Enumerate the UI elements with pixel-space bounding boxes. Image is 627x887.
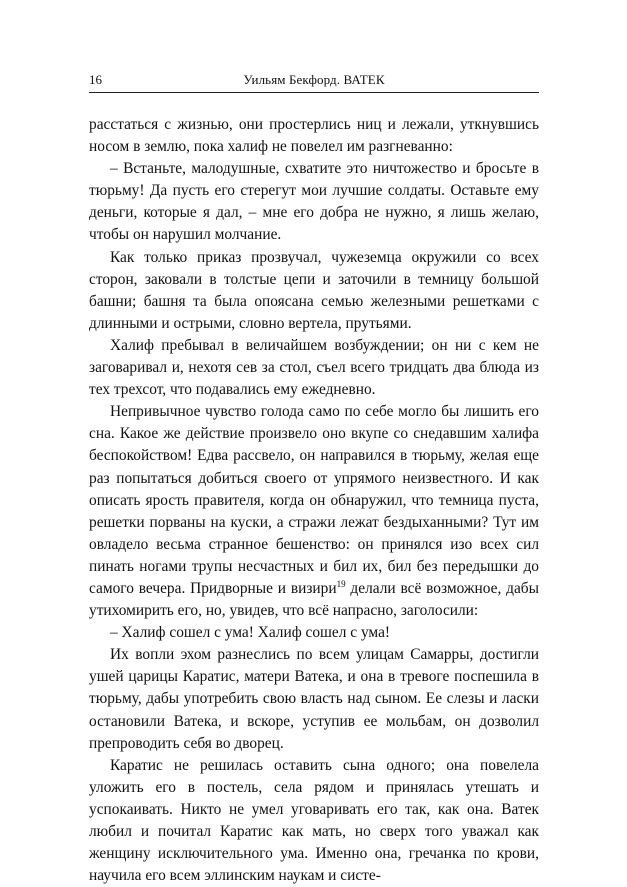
footnote-ref: 19	[336, 578, 346, 589]
page-number: 16	[89, 72, 102, 87]
paragraph-text: Непривычное чувство голода само по себе могло бы лишить его сна. Какое же действие произвело оно вкупе со снедавшим халифа беспокойством! Едва рассвело, он направился в тюрьму, желая еще раз попытаться добиться своего от упрямого неизвестного. И как описать ярость правителя, когда он обнаружил, что темница пуста, решетки порваны на куски, а стражи лежат бездыханными? Тут им овладело весьма странное бешенство: он принялся изо всех сил пинать ногами трупы несчастных и бил их, бил без передышки до самого вечера. Придворные и визири	[89, 403, 539, 597]
paragraph-with-footnote	[89, 401, 539, 622]
paragraph: Халиф пребывал в величайшем возбуждении; он ни с кем не заговаривал и, нехотя сев за стол, съел всего тридцать два блюда из тех трехсот, что подавались ему ежедневно.	[89, 336, 539, 399]
paragraph: Их вопли эхом разнеслись по всем улицам Самарры, достигли ушей царицы Каратис, матери Ватека, и она в тревоге поспешила в тюрьму, дабы употребить свою власть над сыном. Ее слезы и ласки остановили Ватека, и вскоре, уступив ее мольбам, он дозволил препроводить себя во дворец.	[89, 646, 539, 752]
paragraph: Каратис не решилась оставить сына одного; она повелела уложить его в постель, села рядом и принялась утешать и успокаивать. Никто не умел уговаривать его так, как она. Ватек любил и почитал Каратис как мать, но сверх того уважал как женщину исключительного ума. Именно она, гречанка по крови, научила его всем эллинским наукам и систе-	[89, 756, 539, 885]
paragraph: расстаться с жизнью, они простерлись ниц и лежали, уткнувшись носом в землю, пока халиф не повелел им разгневанно:	[89, 116, 539, 156]
paragraph: – Встаньте, малодушные, схватите это ничтожество и бросьте в тюрьму! Да пусть его стерегут мои лучшие солдаты. Оставьте ему деньги, которые я дал, – мне его добра не нужно, я лишь желаю, чтобы он нарушил молчание.	[89, 160, 539, 244]
page-header	[89, 70, 539, 90]
body-text	[89, 114, 539, 887]
paragraph: Как только приказ прозвучал, чужеземца окружили со всех сторон, заковали в толстые цепи и заточили в темницу большой башни; башня та была опоясана семью железными решетками с длинными и острыми, словно вертела, прутьями.	[89, 248, 539, 332]
header-rule	[89, 92, 539, 93]
paragraph-text-continued: делали всё возможное, дабы утихомирить его, но, увидев, что всё напрасно, заголосили:	[89, 579, 539, 620]
paragraph: – Халиф сошел с ума! Халиф сошел с ума!	[110, 624, 391, 642]
running-title: Уильям Бекфорд. ВАТЕК	[243, 72, 385, 87]
